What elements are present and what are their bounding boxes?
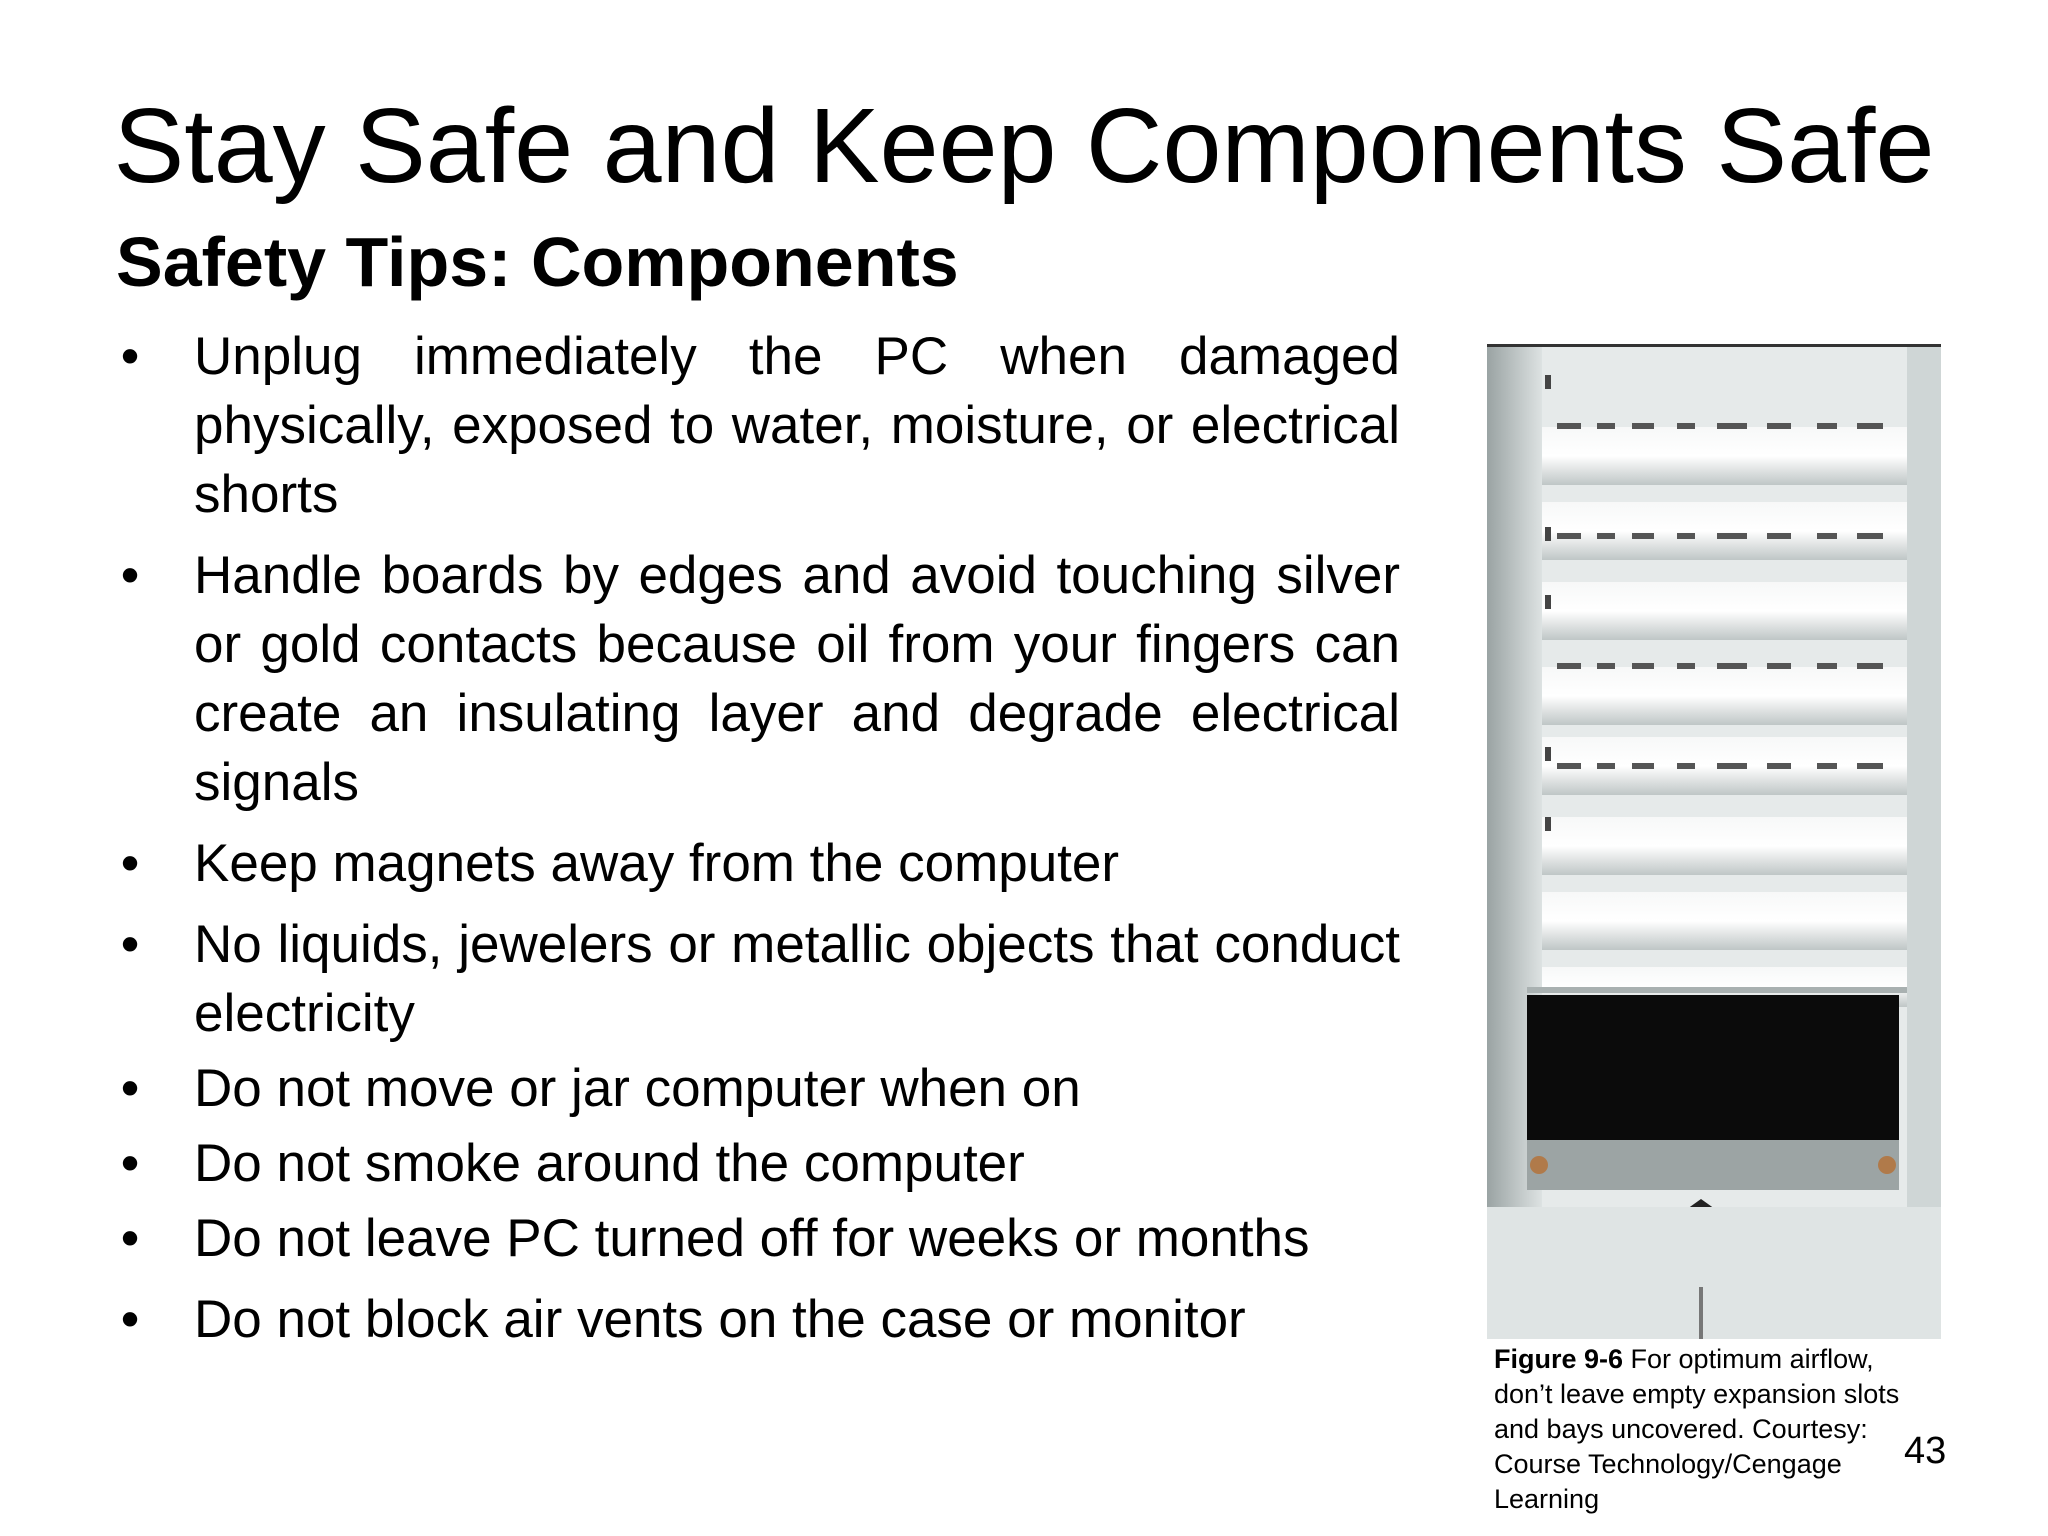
bullet-item — [110, 829, 1400, 898]
bullet-item — [110, 541, 1400, 817]
bullet-glyph: • — [120, 546, 140, 605]
bullet-item — [110, 1204, 1400, 1273]
bay-frame — [1527, 987, 1907, 993]
bullet-glyph: • — [120, 834, 140, 893]
bullet-text: Do not move or jar computer when on — [194, 1059, 1081, 1118]
bullet-text: Do not smoke around the computer — [194, 1134, 1025, 1193]
slide-subtitle: Safety Tips: Components — [116, 223, 959, 301]
bullet-item — [110, 910, 1400, 1048]
bullet-glyph: • — [120, 1134, 140, 1193]
case-expansion-slots-photo — [1487, 344, 1941, 1339]
bullet-item — [110, 1129, 1400, 1198]
bullet-list — [110, 322, 1400, 1354]
bullet-glyph: • — [120, 1290, 140, 1349]
figure-caption-text: For optimum airflow, don’t leave empty expansion slots and bays uncovered. Courtesy: Course Technology/Cengage Learning — [1494, 1344, 1900, 1514]
expansion-slot-covers — [1542, 375, 1907, 1007]
slide-title: Stay Safe and Keep Components Safe — [113, 87, 1935, 205]
bullet-glyph: • — [120, 327, 140, 386]
figure-caption — [1494, 1342, 1934, 1517]
bullet-text: No liquids, jewelers or metallic objects that conduct electricity — [194, 915, 1400, 1043]
bullet-text: Keep magnets away from the computer — [194, 834, 1120, 893]
bullet-item — [110, 1285, 1400, 1354]
bullet-text: Handle boards by edges and avoid touching silver or gold contacts because oil from your fingers can create an insulating layer and degrade electrical signals — [194, 546, 1400, 812]
bullet-text: Do not leave PC turned off for weeks or months — [194, 1209, 1310, 1268]
figure-label: Figure 9-6 — [1494, 1344, 1624, 1374]
empty-drive-bay — [1527, 995, 1899, 1140]
case-illustration — [1487, 347, 1941, 1339]
bullet-text: Do not block air vents on the case or monitor — [194, 1290, 1246, 1349]
bullet-item — [110, 322, 1400, 529]
bullet-glyph: • — [120, 915, 140, 974]
bullet-item — [110, 1054, 1400, 1123]
page-number: 43 — [1904, 1430, 1947, 1472]
bullet-glyph: • — [120, 1059, 140, 1118]
bullet-glyph: • — [120, 1209, 140, 1268]
bullet-text: Unplug immediately the PC when damaged physically, exposed to water, moisture, or electrical shorts — [194, 327, 1400, 524]
